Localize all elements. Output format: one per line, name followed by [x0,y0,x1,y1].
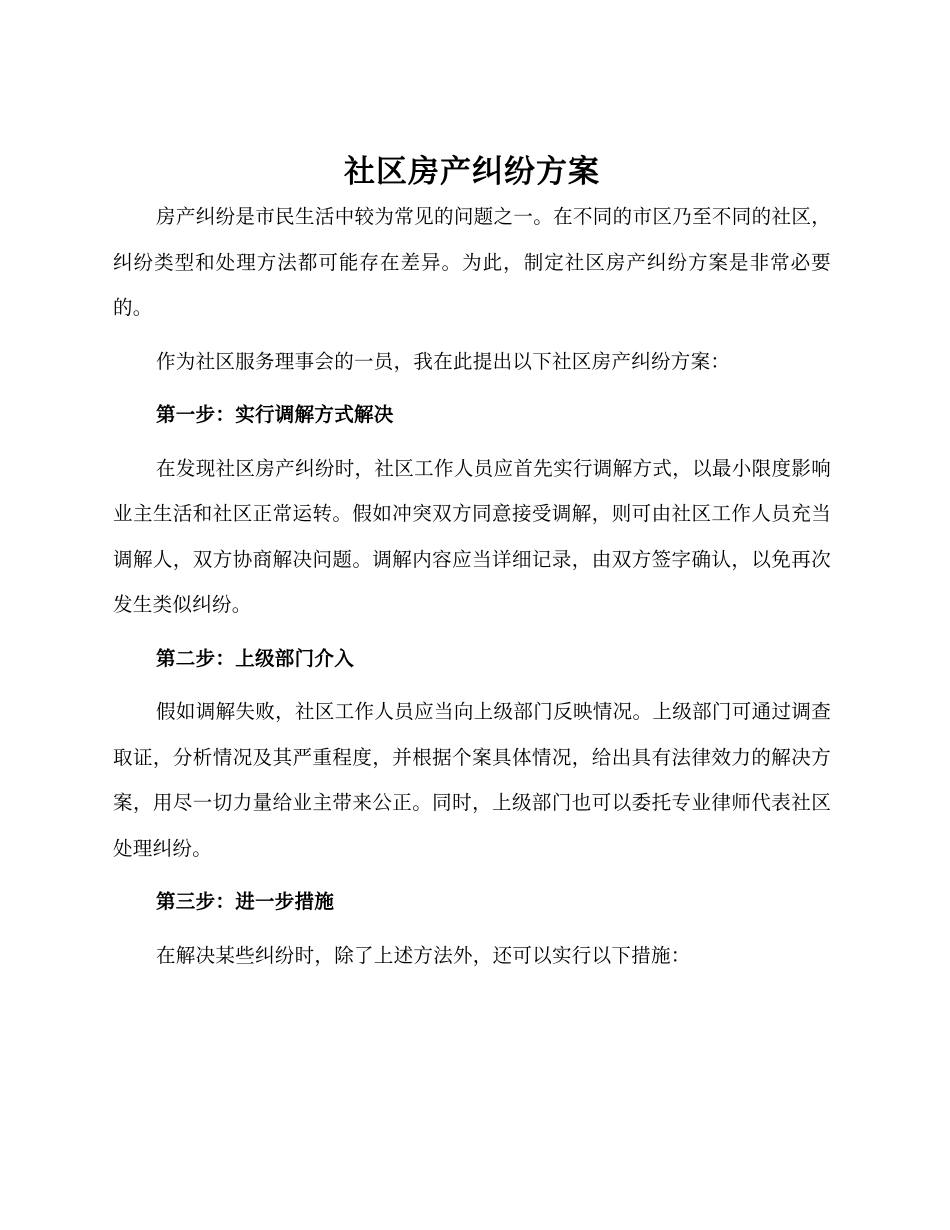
intro-paragraph: 房产纠纷是市民生活中较为常见的问题之一。在不同的市区乃至不同的社区，纠纷类型和处理方法都可能存在差异。为此，制定社区房产纠纷方案是非常必要的。 [113,205,831,319]
step3-body: 在解决某些纠纷时，除了上述方法外，还可以实行以下措施： [156,943,691,967]
step1-body: 在发现社区房产纠纷时，社区工作人员应首先实行调解方式，以最小限度影响业主生活和社区正常运转。假如冲突双方同意接受调解，则可由社区工作人员充当调解人，双方协商解决问题。调解内容应当详细记录，由双方签字确认，以免再次发生类似纠纷。 [113,456,831,616]
step1-heading: 第一步：实行调解方式解决 [156,403,394,426]
document-title: 社区房产纠纷方案 [344,154,600,190]
step3-heading: 第三步：进一步措施 [156,890,335,913]
step2-body: 假如调解失败，社区工作人员应当向上级部门反映情况。上级部门可通过调查取证，分析情况及其严重程度，并根据个案具体情况，给出具有法律效力的解决方案，用尽一切力量给业主带来公正。同时，上级部门也可以委托专业律师代表社区处理纠纷。 [113,700,831,860]
document-content [113,150,831,978]
proposal-paragraph: 作为社区服务理事会的一员，我在此提出以下社区房产纠纷方案： [156,349,731,373]
step2-heading: 第二步：上级部门介入 [156,646,355,670]
